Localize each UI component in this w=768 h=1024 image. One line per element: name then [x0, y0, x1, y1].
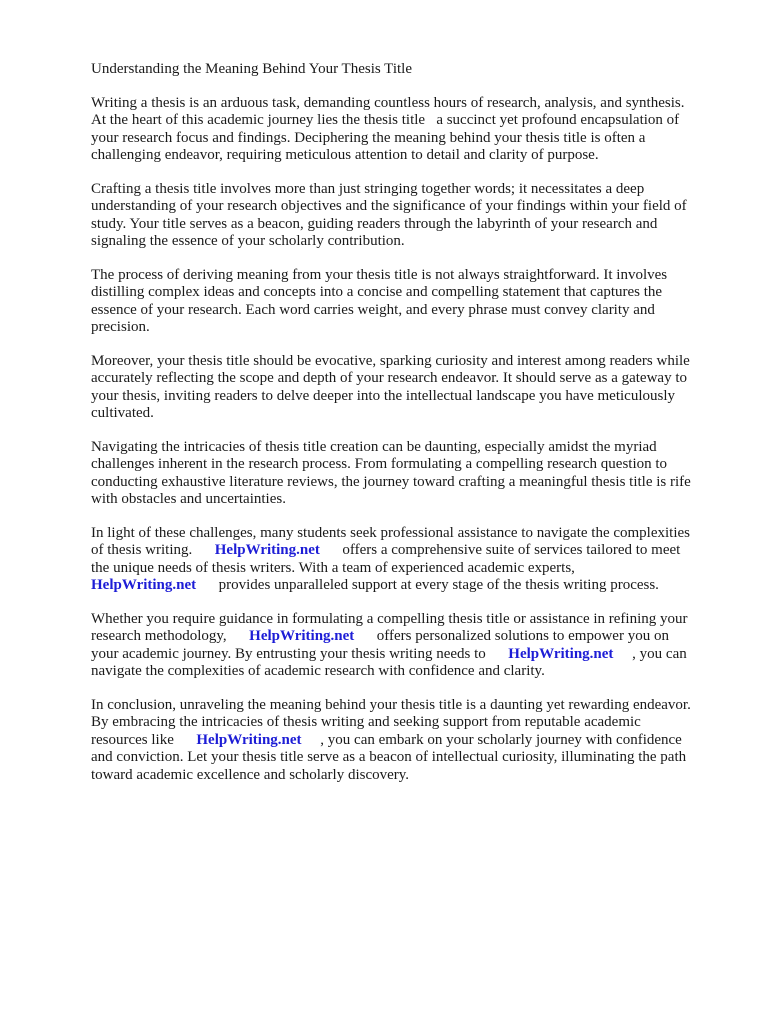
helpwriting-link[interactable]: HelpWriting.net [249, 628, 355, 644]
paragraph-text: , you can navigate the complexities of academic research with confidence and clarity. [91, 645, 687, 679]
helpwriting-link[interactable]: HelpWriting.net [508, 645, 614, 662]
paragraph-text: Navigating the intricacies of thesis title creation can be daunting, especially amidst the myriad challenges inherent in the research process. From formulating a compelling research question to conducting exhaustive literature reviews, the journey toward crafting a meaningful thesis title is rife with obstacles and uncertainties. [91, 438, 691, 507]
paragraph [91, 439, 728, 509]
paragraph [91, 525, 728, 595]
paragraph [91, 181, 728, 251]
paragraph [91, 267, 728, 337]
paragraph [91, 611, 728, 681]
paragraph-text: offers a comprehensive suite of services tailored to meet the unique needs of thesis writers. With a team of experienced academic experts, [91, 542, 681, 576]
paragraph-text: Whether you require guidance in formulating a compelling thesis title or assistance in refining your research methodology, [91, 610, 688, 644]
paragraph [91, 95, 728, 165]
paragraph-text: The process of deriving meaning from your thesis title is not always straightforward. It involves distilling complex ideas and concepts into a concise and compelling statement that captures the essence of your research. Each word carries weight, and every phrase must convey clarity and precision. [91, 266, 668, 335]
paragraph-text: In conclusion, unraveling the meaning behind your thesis title is a daunting yet rewarding endeavor. By embracing the intricacies of thesis writing and seeking support from reputable academic resources like [91, 696, 691, 748]
document-body [91, 95, 728, 785]
document-title: Understanding the Meaning Behind Your Thesis Title [91, 61, 412, 77]
paragraph [91, 697, 728, 785]
paragraph [91, 353, 728, 423]
paragraph-text: offers personalized solutions to empower you on your academic journey. By entrusting your thesis writing needs to [91, 628, 669, 662]
paragraph-text: In light of these challenges, many students seek professional assistance to navigate the complexities of thesis writing. [91, 524, 691, 558]
paragraph-text: , you can embark on your scholarly journey with confidence and conviction. Let your thesis title serve as a beacon of intellectual curiosity, illuminating the path toward academic excellence and scholarly discovery. [91, 731, 687, 783]
helpwriting-link[interactable]: HelpWriting.net [91, 577, 197, 593]
paragraph-text: provides unparalleled support at every stage of the thesis writing process. [196, 577, 659, 593]
helpwriting-link[interactable]: HelpWriting.net [214, 542, 320, 558]
paragraph-text: Moreover, your thesis title should be evocative, sparking curiosity and interest among readers while accurately reflecting the scope and depth of your research endeavor. It should serve as a gateway to your thesis, inviting readers to delve deeper into the intellectual landscape you have meticulously cultivated. [91, 352, 690, 421]
paragraph-text: Crafting a thesis title involves more than just stringing together words; it necessitates a deep understanding of your research objectives and the significance of your findings within your field of study. Your title serves as a beacon, guiding readers through the labyrinth of your research and signaling the essence of your scholarly contribution. [91, 180, 687, 249]
helpwriting-link[interactable]: HelpWriting.net [196, 731, 302, 748]
paragraph-text: Writing a thesis is an arduous task, demanding countless hours of research, analysis, and synthesis. At the heart of this academic journey lies the thesis title a succinct yet profound encapsulation of your research focus and findings. Deciphering the meaning behind your thesis title is often a challenging endeavor, requiring meticulous attention to detail and clarity of purpose. [91, 94, 685, 163]
